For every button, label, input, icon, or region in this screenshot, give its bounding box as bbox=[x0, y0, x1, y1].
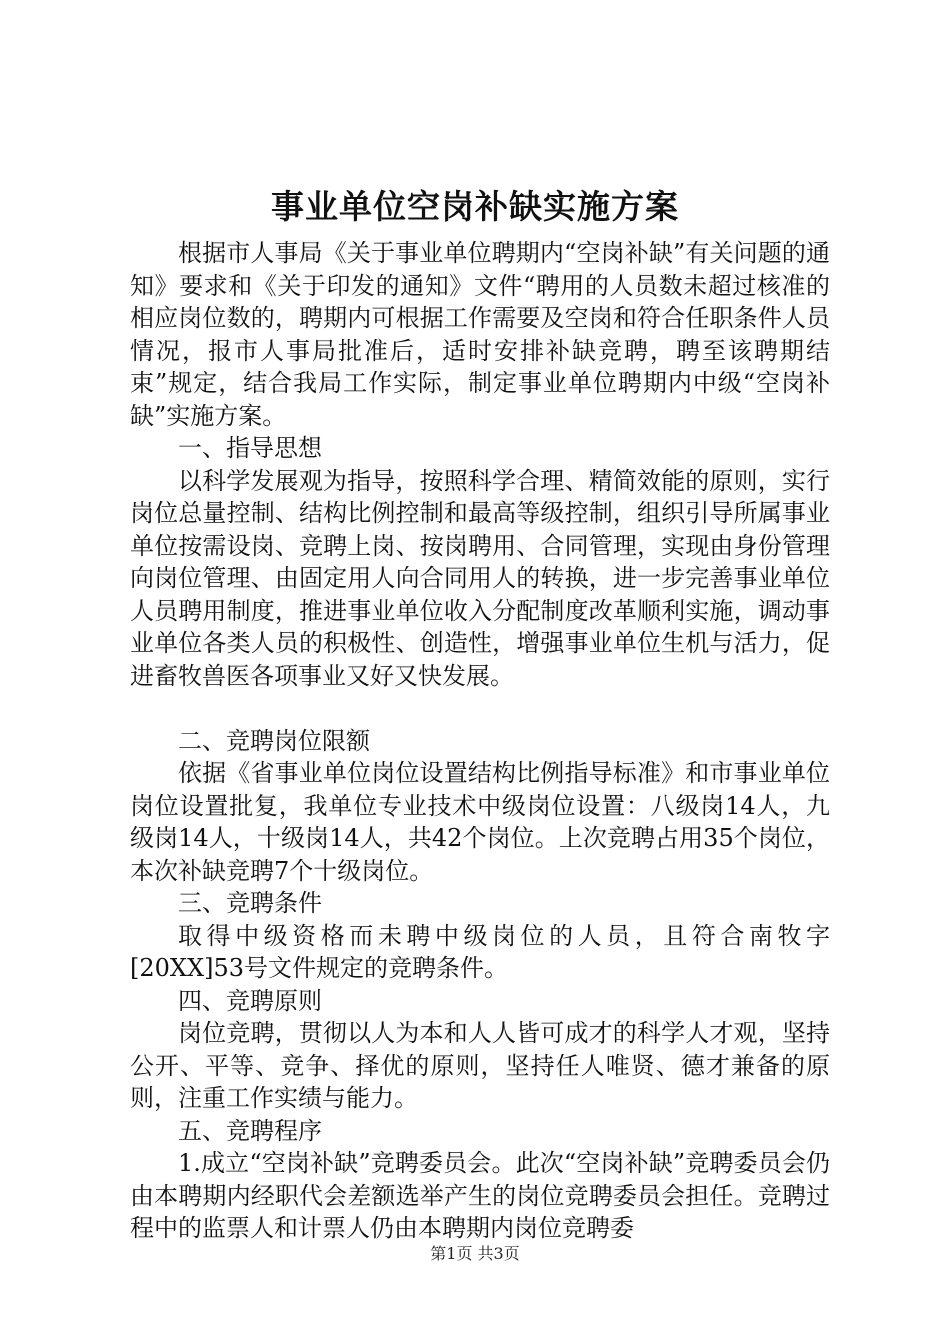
section-heading-principles: 四、竞聘原则 bbox=[178, 986, 322, 1015]
section-heading-conditions: 三、竞聘条件 bbox=[178, 889, 322, 917]
principles-paragraph: 岗位竞聘，贯彻以人为本和人人皆可成才的科学人才观，坚持公开、平等、竞争、择优的原则，坚持任人唯贤、德才兼备的原则，注重工作实绩与能力。 bbox=[130, 1019, 830, 1112]
procedure-paragraph: 1.成立“空岗补缺”竞聘委员会。此次“空岗补缺”竞聘委员会仍由本聘期内经职代会差额选举产生的岗位竞聘委员会担任。竞聘过程中的监票人和计票人仍由本聘期内岗位竞聘委 bbox=[130, 1149, 830, 1242]
intro-paragraph: 根据市人事局《关于事业单位聘期内“空岗补缺”有关问题的通知》要求和《关于印发的通知》文件“聘用的人员数未超过核准的相应岗位数的，聘期内可根据工作需要及空岗和符合任职条件人员情况，报市人事局批准后，适时安排补缺竞聘，聘至该聘期结束”规定，结合我局工作实际，制定事业单位聘期内中级“空岗补缺”实施方案。 bbox=[130, 239, 830, 430]
document-title: 事业单位空岗补缺实施方案 bbox=[271, 187, 679, 226]
section-heading-position-quota: 二、竞聘岗位限额 bbox=[178, 726, 370, 755]
document-body bbox=[130, 237, 830, 1245]
section-heading-procedure: 五、竞聘程序 bbox=[178, 1116, 322, 1145]
page-footer: 第1页 共3页 bbox=[430, 1244, 520, 1263]
conditions-paragraph: 取得中级资格而未聘中级岗位的人员，且符合南牧字[20XX]53号文件规定的竞聘条件。 bbox=[130, 921, 830, 982]
guiding-ideology-paragraph: 以科学发展观为指导，按照科学合理、精简效能的原则，实行岗位总量控制、结构比例控制和最高等级控制，组织引导所属事业单位按需设岗、竞聘上岗、按岗聘用、合同管理，实现由身份管理向岗位管理、由固定用人向合同用人的转换，进一步完善事业单位人员聘用制度，推进事业单位收入分配制度改革顺利实施，调动事业单位各类人员的积极性、创造性，增强事业单位生机与活力，促进畜牧兽医各项事业又好又快发展。 bbox=[130, 466, 830, 690]
section-heading-guiding-ideology: 一、指导思想 bbox=[178, 434, 322, 462]
position-quota-paragraph: 依据《省事业单位岗位设置结构比例指导标准》和市事业单位岗位设置批复，我单位专业技术中级岗位设置：八级岗14人，九级岗14人，十级岗14人，共42个岗位。上次竞聘占用35个岗位，本次补缺竞聘7个十级岗位。 bbox=[130, 759, 830, 885]
